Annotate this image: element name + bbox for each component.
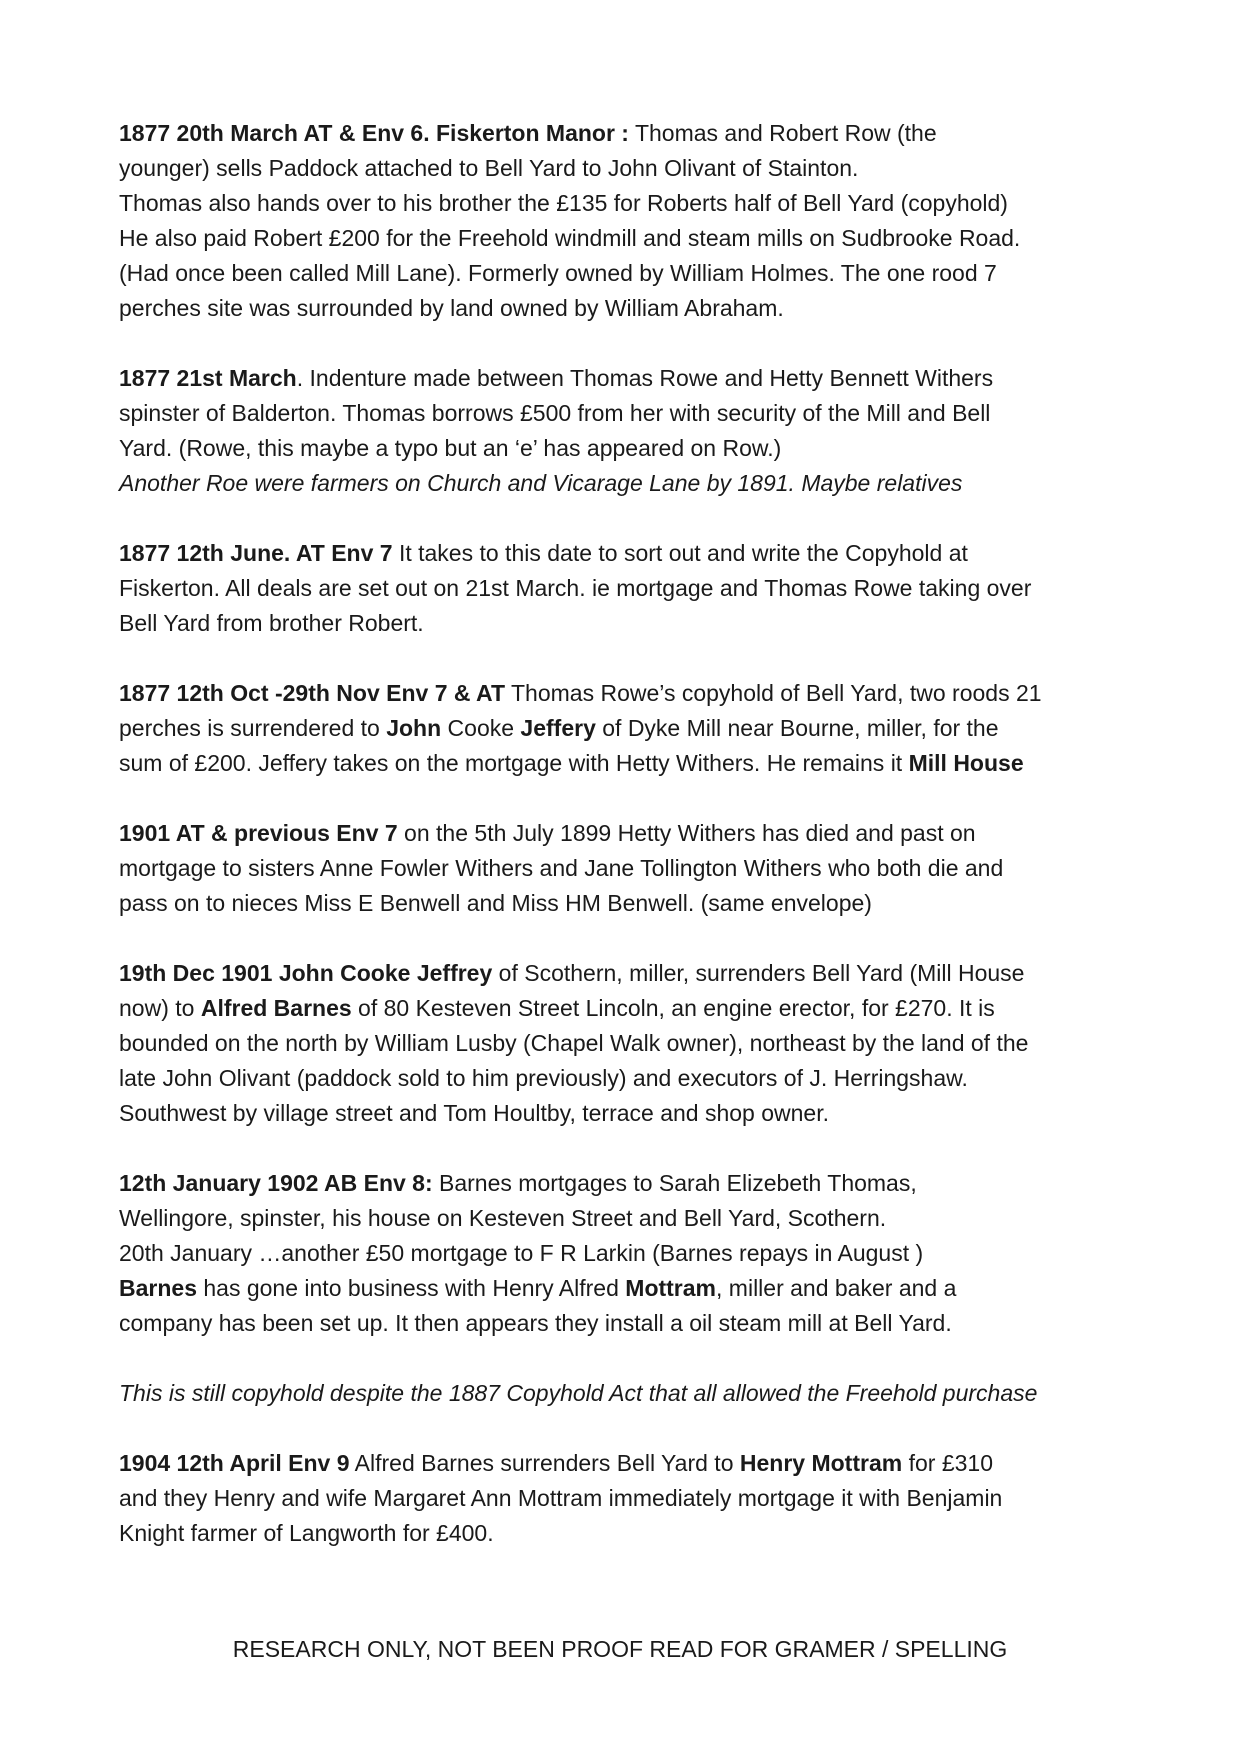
body-text: of Dyke Mill near Bourne, miller, for the xyxy=(595,715,999,741)
body-text: spinster of Balderton. Thomas borrows £500 from her with security of the Mill and Bell xyxy=(119,400,991,426)
body-text: 20th January …another £50 mortgage to F R Larkin (Barnes repays in August ) xyxy=(119,1240,924,1266)
body-text: perches is surrendered to xyxy=(119,715,387,741)
body-text: late John Olivant (paddock sold to him previously) and executors of J. Herringshaw. xyxy=(119,1065,968,1091)
bold-heading-text: 12th January 1902 AB Env 8: xyxy=(119,1170,433,1196)
text-line xyxy=(119,676,1139,711)
text-line xyxy=(119,1236,1139,1271)
bold-heading-text: 1904 12th April Env 9 xyxy=(119,1450,350,1476)
body-text: and they Henry and wife Margaret Ann Mottram immediately mortgage it with Benjamin xyxy=(119,1485,1003,1511)
record-entry xyxy=(119,816,1139,921)
bold-heading-text: 1877 12th June. AT Env 7 xyxy=(119,540,393,566)
bold-heading-text: 1877 12th Oct -29th Nov Env 7 & AT xyxy=(119,680,506,706)
text-line xyxy=(119,186,1139,221)
text-line xyxy=(119,956,1139,991)
text-line xyxy=(119,571,1139,606)
text-line xyxy=(119,746,1139,781)
body-text: Barnes mortgages to Sarah Elizebeth Thomas, xyxy=(432,1170,917,1196)
bold-heading-text: John xyxy=(386,715,442,741)
text-line xyxy=(119,1516,1139,1551)
text-line xyxy=(119,536,1139,571)
bold-heading-text: Alfred Barnes xyxy=(200,995,352,1021)
text-line xyxy=(119,1096,1139,1131)
body-text: , miller and baker and a xyxy=(716,1275,957,1301)
text-line xyxy=(119,886,1139,921)
text-line xyxy=(119,151,1139,186)
bold-heading-text: 1877 20th March AT & Env 6. Fiskerton Manor : xyxy=(119,120,629,146)
text-line xyxy=(119,1166,1139,1201)
body-text: Wellingore, spinster, his house on Kesteven Street and Bell Yard, Scothern. xyxy=(119,1205,887,1231)
text-line xyxy=(119,396,1139,431)
bold-heading-text: Henry Mottram xyxy=(739,1450,903,1476)
body-text: It takes to this date to sort out and write the Copyhold at xyxy=(392,540,968,566)
text-line xyxy=(119,816,1139,851)
body-text: younger) sells Paddock attached to Bell Yard to John Olivant of Stainton. xyxy=(119,155,859,181)
text-line xyxy=(119,991,1139,1026)
text-line xyxy=(119,361,1139,396)
body-text: bounded on the north by William Lusby (Chapel Walk owner), northeast by the land of the xyxy=(119,1030,1029,1056)
text-line xyxy=(119,431,1139,466)
bold-heading-text: Barnes xyxy=(119,1275,197,1301)
body-text: company has been set up. It then appears they install a oil steam mill at Bell Yard. xyxy=(119,1310,952,1336)
body-text: Thomas and Robert Row (the xyxy=(628,120,937,146)
body-text: Bell Yard from brother Robert. xyxy=(119,610,424,636)
record-entry xyxy=(119,956,1139,1131)
body-text: of Scothern, miller, surrenders Bell Yard (Mill House xyxy=(492,960,1025,986)
bold-heading-text: 1877 21st March xyxy=(119,365,297,391)
body-text: for £310 xyxy=(902,1450,993,1476)
text-line xyxy=(119,256,1139,291)
text-line xyxy=(119,291,1139,326)
bold-heading-text: Jeffery xyxy=(520,715,596,741)
body-text: pass on to nieces Miss E Benwell and Miss HM Benwell. (same envelope) xyxy=(119,890,872,916)
body-text: He also paid Robert £200 for the Freehold windmill and steam mills on Sudbrooke Road. xyxy=(119,225,1021,251)
text-line xyxy=(119,1061,1139,1096)
body-text: sum of £200. Jeffery takes on the mortgage with Hetty Withers. He remains it xyxy=(119,750,909,776)
italic-note-text: This is still copyhold despite the 1887 Copyhold Act that all allowed the Freehold purchase xyxy=(119,1380,1038,1406)
text-line xyxy=(119,606,1139,641)
record-entry xyxy=(119,1446,1139,1551)
text-line xyxy=(119,1026,1139,1061)
body-text: Fiskerton. All deals are set out on 21st March. ie mortgage and Thomas Rowe taking over xyxy=(119,575,1032,601)
body-text: now) to xyxy=(119,995,201,1021)
body-text: Southwest by village street and Tom Houltby, terrace and shop owner. xyxy=(119,1100,829,1126)
text-line xyxy=(119,1271,1139,1306)
body-text: Cooke xyxy=(441,715,521,741)
body-text: Thomas also hands over to his brother the £135 for Roberts half of Bell Yard (copyhold) xyxy=(119,190,1008,216)
body-text: mortgage to sisters Anne Fowler Withers and Jane Tollington Withers who both die and xyxy=(119,855,1004,881)
body-text: Alfred Barnes surrenders Bell Yard to xyxy=(349,1450,740,1476)
text-line xyxy=(119,851,1139,886)
text-line xyxy=(119,1376,1139,1411)
record-entry xyxy=(119,361,1139,501)
body-text: of 80 Kesteven Street Lincoln, an engine erector, for £270. It is xyxy=(351,995,995,1021)
body-text: perches site was surrounded by land owned by William Abraham. xyxy=(119,295,784,321)
bold-heading-text: 1901 AT & previous Env 7 xyxy=(119,820,398,846)
text-line xyxy=(119,1201,1139,1236)
body-text: Knight farmer of Langworth for £400. xyxy=(119,1520,494,1546)
text-line xyxy=(119,1446,1139,1481)
body-text: on the 5th July 1899 Hetty Withers has died and past on xyxy=(397,820,976,846)
text-line xyxy=(119,116,1139,151)
body-text: Yard. (Rowe, this maybe a typo but an ‘e’ has appeared on Row.) xyxy=(119,435,782,461)
record-entry xyxy=(119,116,1139,326)
footer-disclaimer: RESEARCH ONLY, NOT BEEN PROOF READ FOR GRAMER / SPELLING xyxy=(232,1636,1008,1662)
body-text: (Had once been called Mill Lane). Formerly owned by William Holmes. The one rood 7 xyxy=(119,260,997,286)
text-line xyxy=(119,1481,1139,1516)
bold-heading-text: 19th Dec 1901 John Cooke Jeffrey xyxy=(119,960,493,986)
text-line xyxy=(119,466,1139,501)
text-line xyxy=(119,1306,1139,1341)
record-entry xyxy=(119,676,1139,781)
record-entry xyxy=(119,536,1139,641)
body-text: has gone into business with Henry Alfred xyxy=(196,1275,626,1301)
italic-note-text: Another Roe were farmers on Church and Vicarage Lane by 1891. Maybe relatives xyxy=(119,470,963,496)
text-line xyxy=(119,711,1139,746)
bold-heading-text: Mill House xyxy=(908,750,1024,776)
body-text: Thomas Rowe’s copyhold of Bell Yard, two roods 21 xyxy=(505,680,1042,706)
document-body xyxy=(119,116,1139,1586)
text-line xyxy=(119,221,1139,256)
bold-heading-text: Mottram xyxy=(625,1275,717,1301)
record-entry xyxy=(119,1376,1139,1411)
record-entry xyxy=(119,1166,1139,1341)
body-text: . Indenture made between Thomas Rowe and Hetty Bennett Withers xyxy=(296,365,994,391)
